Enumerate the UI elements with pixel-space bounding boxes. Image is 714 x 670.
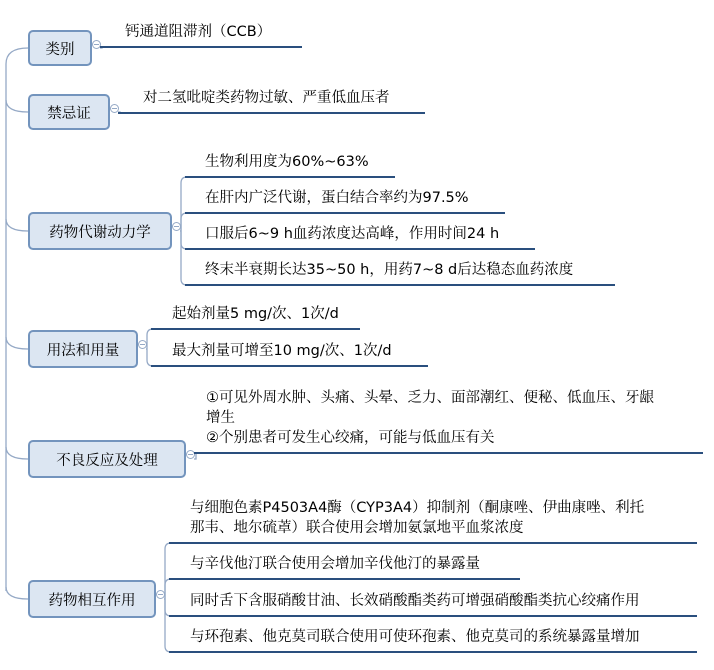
topic-underline — [185, 212, 505, 214]
category-node-pharmacokinetics[interactable]: 药物代谢动力学 — [28, 212, 172, 250]
topic-underline — [169, 578, 520, 580]
topic-underline — [151, 365, 428, 367]
category-node-dosage[interactable]: 用法和用量 — [28, 330, 138, 368]
collapse-toggle-icon[interactable] — [172, 222, 181, 231]
topic-item[interactable]: 终末半衰期长达35~50 h，用药7~8 d后达稳态血药浓度 — [205, 262, 574, 278]
category-node-interactions[interactable]: 药物相互作用 — [28, 580, 156, 618]
topic-item[interactable]: 与细胞色素P4503A4酶（CYP3A4）抑制剂（酮康唑、伊曲康唑、利托 那韦、地尔硫䓬）联合使用会增加氨氯地平血浆浓度 — [190, 500, 645, 536]
topic-item[interactable]: ①可见外周水肿、头痛、头晕、乏力、面部潮红、便秘、低血压、牙龈 增生 ②个别患者可发生心绞痛，可能与低血压有关 — [206, 390, 654, 446]
collapse-toggle-icon[interactable] — [156, 590, 165, 599]
topic-underline — [185, 248, 535, 250]
topic-item[interactable]: 生物利用度为60%~63% — [205, 154, 369, 170]
topic-item[interactable]: 钙通道阻滞剂（CCB） — [125, 24, 272, 40]
topic-underline — [185, 176, 395, 178]
topic-underline — [118, 112, 425, 114]
topic-underline — [100, 46, 302, 48]
topic-item[interactable]: 与环孢素、他克莫司联合使用可使环孢素、他克莫司的系统暴露量增加 — [190, 629, 640, 645]
topic-underline — [169, 651, 697, 653]
topic-underline — [151, 328, 360, 330]
topic-item[interactable]: 最大剂量可增至10 mg/次、1次/d — [172, 343, 392, 359]
topic-item[interactable]: 与辛伐他汀联合使用会增加辛伐他汀的暴露量 — [190, 556, 480, 572]
topic-item[interactable]: 起始剂量5 mg/次、1次/d — [172, 306, 339, 322]
topic-item[interactable]: 在肝内广泛代谢，蛋白结合率约为97.5% — [205, 190, 469, 206]
topic-underline — [169, 542, 697, 544]
category-node-contraindication[interactable]: 禁忌证 — [28, 94, 110, 130]
topic-underline — [185, 284, 615, 286]
topic-underline — [194, 452, 703, 454]
category-node-category[interactable]: 类别 — [28, 30, 92, 66]
topic-item[interactable]: 对二氢吡啶类药物过敏、严重低血压者 — [143, 90, 390, 106]
topic-item[interactable]: 口服后6~9 h血药浓度达高峰，作用时间24 h — [205, 226, 500, 242]
topic-underline — [169, 615, 697, 617]
category-node-adverse-reactions[interactable]: 不良反应及处理 — [28, 440, 186, 478]
collapse-toggle-icon[interactable] — [138, 340, 147, 349]
topic-item[interactable]: 同时舌下含服硝酸甘油、长效硝酸酯类药可增强硝酸酯类抗心绞痛作用 — [190, 593, 640, 609]
